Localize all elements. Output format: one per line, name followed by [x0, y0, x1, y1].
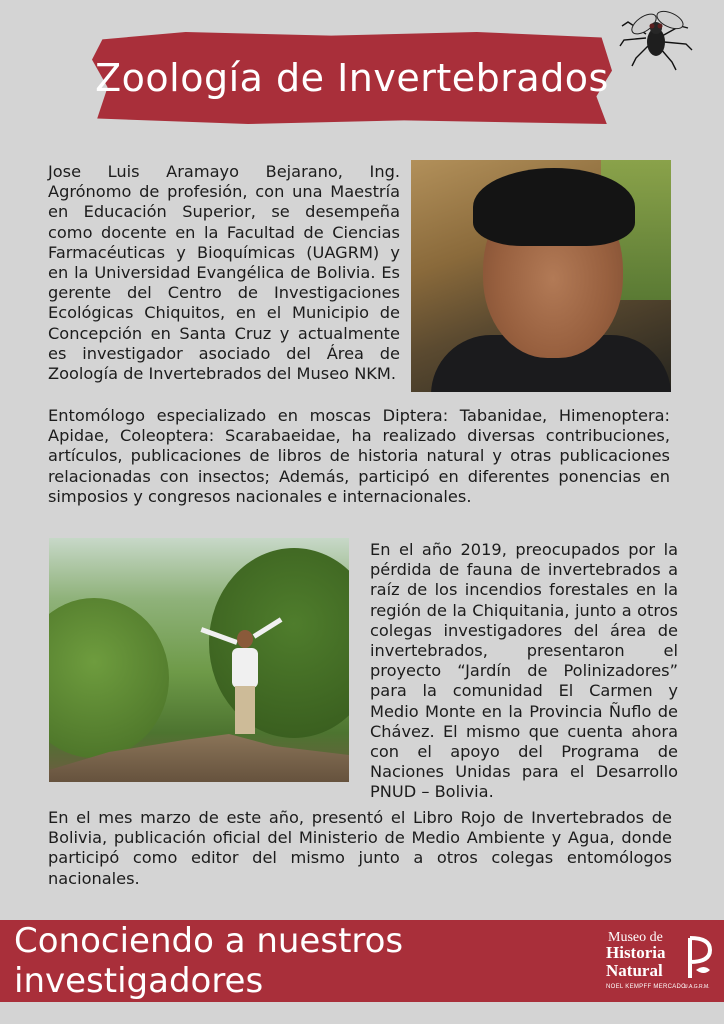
logo-line-2: Historia [606, 943, 666, 962]
intro-paragraph: Jose Luis Aramayo Bejarano, Ing. Agrónomo de profesión, con una Maestría en Educación Superior, se desempeña como docente en la Facultad de Ciencias Farmacéuticas y Bioquímicas (UAGRM) y en la Universidad Evangélica de Bolivia. Es gerente del Centro de Investigaciones Ecológicas Chiquitos, en el Municipio de Concepción en Santa Cruz y actualmente es investigador asociado del Área de Zoología de Invertebrados del Museo NKM. [48, 162, 400, 384]
fly-icon [616, 4, 696, 78]
logo-line-4: NOEL KEMPFF MERCADO [606, 984, 687, 990]
book-paragraph: En el mes marzo de este año, presentó el Libro Rojo de Invertebrados de Bolivia, publicación oficial del Ministerio de Medio Ambiente y Agua, donde participó como editor del mismo junto a otros colegas entomólogos nacionales. [48, 808, 672, 888]
logo-line-5: U.A.G.R.M. [684, 984, 710, 990]
logo-line-3: Natural [606, 961, 663, 980]
museum-logo [604, 928, 718, 994]
page-title: Zoología de Invertebrados [95, 56, 609, 100]
specialty-paragraph: Entomólogo especializado en moscas Diptera: Tabanidae, Himenoptera: Apidae, Coleoptera: Scarabaeidae, ha realizado diversas contribuciones, artículos, publicaciones de libros de historia natural y otras publicaciones relacionadas con insectos; Además, participó en diferentes ponencias en simposios y congresos nacionales e internacionales. [48, 406, 670, 506]
field-photo [49, 538, 349, 782]
project-paragraph: En el año 2019, preocupados por la pérdida de fauna de invertebrados a raíz de los incendios forestales en la región de la Chiquitania, junto a otros colegas investigadores del área de invertebrados, presentaron el proyecto “Jardín de Polinizadores” para la comunidad El Carmen y Medio Monte en la Provincia Ñuflo de Chávez. El mismo que cuenta ahora con el apoyo del Programa de Naciones Unidas para el Desarrollo PNUD – Bolivia. [370, 540, 678, 802]
museum-emblem-icon [684, 934, 714, 980]
footer-tagline: Conociendo a nuestros investigadores [14, 921, 404, 1001]
logo-line-1: Museo de [608, 930, 663, 945]
researcher-portrait-photo [411, 160, 671, 392]
